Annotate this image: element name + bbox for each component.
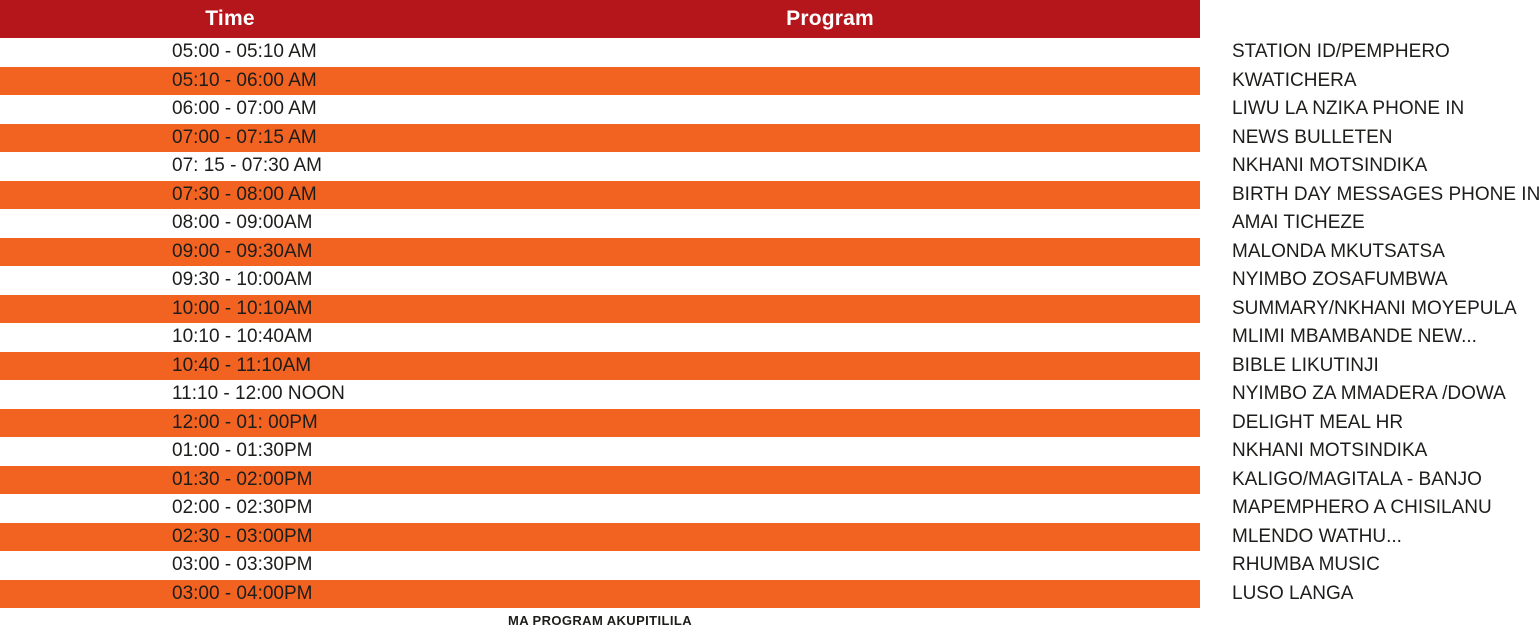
- cell-program: STATION ID/PEMPHERO: [1232, 41, 1450, 63]
- cell-program: AMAI TICHEZE: [1232, 212, 1365, 234]
- cell-program: LUSO LANGA: [1232, 582, 1354, 604]
- table-row: [0, 209, 1365, 238]
- table-row: [0, 437, 1428, 466]
- table-row: [0, 67, 1357, 96]
- cell-time: 01:30 - 02:00PM: [172, 468, 313, 490]
- cell-time: 08:00 - 09:00AM: [172, 212, 313, 234]
- cell-program: DELIGHT MEAL HR: [1232, 411, 1404, 433]
- table-row: [0, 466, 1482, 495]
- table-row: [0, 323, 1477, 352]
- cell-program: NKHANI MOTSINDIKA: [1232, 155, 1428, 177]
- cell-program: MLENDO WATHU...: [1232, 525, 1402, 547]
- table-row: [0, 352, 1379, 381]
- table-header-row: [0, 0, 1200, 38]
- cell-time: 07:30 - 08:00 AM: [172, 183, 317, 205]
- cell-program: NYIMBO ZOSAFUMBWA: [1232, 269, 1448, 291]
- table-row: [0, 181, 1540, 210]
- cell-time: 03:00 - 04:00PM: [172, 582, 313, 604]
- table-row: [0, 409, 1404, 438]
- cell-time: 10:40 - 11:10AM: [172, 354, 312, 376]
- table-row: [0, 266, 1448, 295]
- table-row: [0, 551, 1380, 580]
- cell-program: MALONDA MKUTSATSA: [1232, 240, 1445, 262]
- table-row: [0, 238, 1445, 267]
- column-header-time: Time: [205, 7, 255, 30]
- footer-note: [0, 608, 1200, 632]
- cell-time: 10:00 - 10:10AM: [172, 297, 313, 319]
- cell-time: 07:00 - 07:15 AM: [172, 126, 317, 148]
- table-row: [0, 523, 1402, 552]
- cell-program: NYIMBO ZA MMADERA /DOWA: [1232, 383, 1506, 405]
- table-row: [0, 124, 1393, 153]
- cell-time: 02:30 - 03:00PM: [172, 525, 313, 547]
- column-header-program: Program: [786, 7, 874, 30]
- table-row: [0, 580, 1354, 609]
- cell-time: 03:00 - 03:30PM: [172, 554, 313, 576]
- cell-program: MAPEMPHERO A CHISILANU: [1232, 497, 1492, 519]
- cell-program: NKHANI MOTSINDIKA: [1232, 440, 1428, 462]
- cell-program: NEWS BULLETEN: [1232, 126, 1393, 148]
- table-row: [0, 380, 1506, 409]
- cell-time: 02:00 - 02:30PM: [172, 497, 313, 519]
- cell-program: BIRTH DAY MESSAGES PHONE IN: [1232, 183, 1540, 205]
- cell-time: 11:10 - 12:00 NOON: [172, 383, 345, 405]
- cell-time: 10:10 - 10:40AM: [172, 326, 313, 348]
- cell-time: 05:10 - 06:00 AM: [172, 69, 317, 91]
- cell-program: MLIMI MBAMBANDE NEW...: [1232, 326, 1477, 348]
- table-row: [0, 494, 1492, 523]
- cell-time: 01:00 - 01:30PM: [172, 440, 313, 462]
- cell-time: 05:00 - 05:10 AM: [172, 41, 317, 63]
- cell-program: KWATICHERA: [1232, 69, 1357, 91]
- table-row: [0, 95, 1465, 124]
- cell-program: BIBLE LIKUTINJI: [1232, 354, 1379, 376]
- table-body: [0, 38, 1540, 608]
- table-row: [0, 38, 1450, 67]
- table-row: [0, 152, 1428, 181]
- table-row: [0, 295, 1517, 324]
- cell-program: SUMMARY/NKHANI MOYEPULA: [1232, 297, 1517, 319]
- cell-program: RHUMBA MUSIC: [1232, 554, 1380, 576]
- cell-program: LIWU LA NZIKA PHONE IN: [1232, 98, 1465, 120]
- cell-program: KALIGO/MAGITALA - BANJO: [1232, 468, 1482, 490]
- cell-time: 07: 15 - 07:30 AM: [172, 155, 322, 177]
- cell-time: 12:00 - 01: 00PM: [172, 411, 318, 433]
- cell-time: 09:30 - 10:00AM: [172, 269, 313, 291]
- footer-note-text: MA PROGRAM AKUPITILILA: [507, 612, 693, 628]
- cell-time: 06:00 - 07:00 AM: [172, 98, 317, 120]
- cell-time: 09:00 - 09:30AM: [172, 240, 313, 262]
